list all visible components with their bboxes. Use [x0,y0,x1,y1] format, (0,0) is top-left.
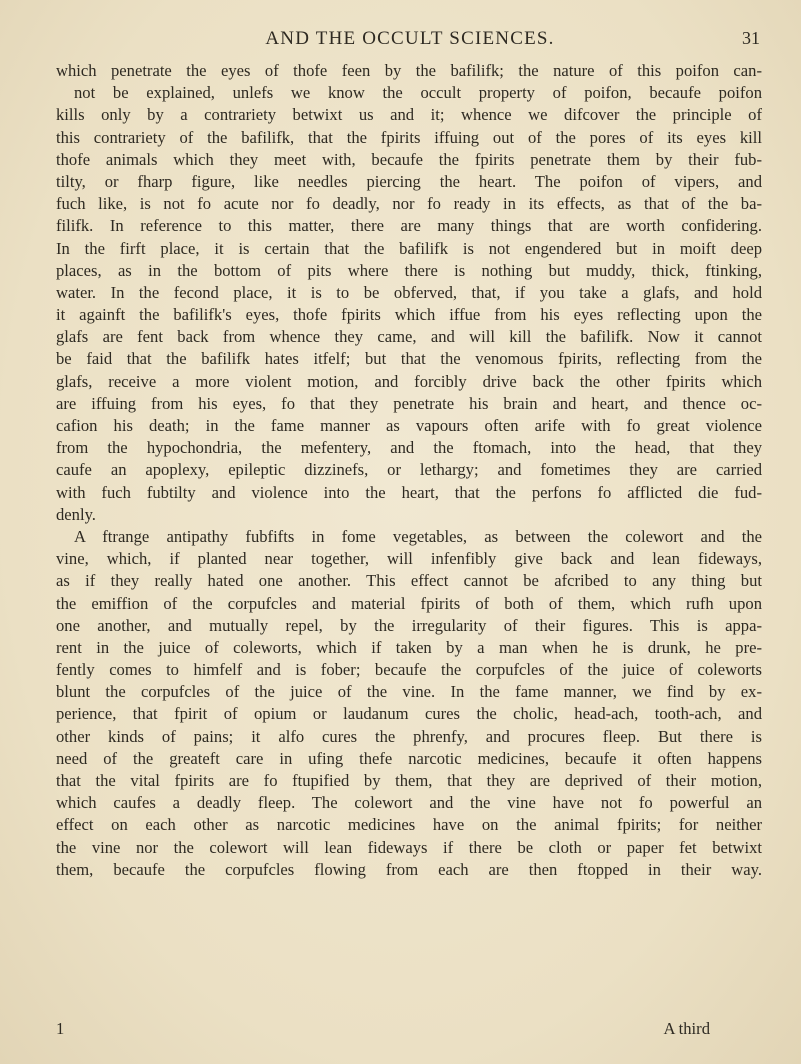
text-line: tilty, or fharp figure, like needles piercing the heart. The poifon of vipers, and [56,171,762,191]
text-line: other kinds of pains; it alfo cures the phrenfy, and procures fleep. But there is [56,726,762,746]
page-number: 31 [742,28,760,48]
text-line: glafs are fent back from whence they came, and will kill the bafilifk. Now it cannot [56,327,762,347]
text-line: glafs, receive a more violent motion, and forcibly drive back the other fpirits which [56,371,762,391]
text-line: kills only by a contrariety betwixt us and it; whence we difcover the principle of [56,105,762,125]
catchword: A third [663,1019,710,1038]
text-line: caufe an apoplexy, epileptic dizzinefs, or lethargy; and fometimes they are carried [56,460,762,480]
text-line: fuch like, is not fo acute nor fo deadly, nor fo ready in its effects, as that of the ba- [56,194,762,214]
text-line: with fuch fubtilty and violence into the heart, that the perfons fo afflicted die fud- [56,482,762,502]
text-line: need of the greateft care in ufing thefe narcotic medicines, becaufe it often happens [56,748,762,768]
text-line: vine, which, if planted near together, will infenfibly give back and lean fideways, [56,549,762,569]
text-line: A ftrange antipathy fubfifts in fome vegetables, as between the colewort and the [74,526,762,546]
text-line: water. In the fecond place, it is to be obferved, that, if you take a glafs, and hold [56,282,762,302]
text-line: cafion his death; in the fame manner as vapours often arife with fo great violence [56,416,762,435]
text-line: from the hypochondria, the mefentery, and the ftomach, into the head, that they [56,438,762,458]
text-line: that the vital fpirits are fo ftupified by them, that they are deprived of their motion, [56,771,762,790]
body-text [56,60,762,881]
text-line: perience, that fpirit of opium or laudanum cures the cholic, head-ach, tooth-ach, and [56,704,762,724]
text-line: blunt the corpufcles of the juice of the vine. In the fame manner, we find by ex- [56,682,762,702]
text-line: thofe animals which they meet with, becaufe the fpirits penetrate them by their fub- [56,149,762,169]
text-line: denly. [56,504,96,524]
text-line: not be explained, unlefs we know the occult property of poifon, becaufe poifon [74,83,762,103]
text-line: fently comes to himfelf and is fober; becaufe the corpufcles of the juice of coleworts [56,660,762,680]
text-line: the emiffion of the corpufcles and material fpirits of both of them, which rufh upon [56,593,762,613]
text-line: filifk. In reference to this matter, there are many things that are worth confidering. [56,216,762,236]
text-line: it againft the bafilifk's eyes, thofe fpirits which iffue from his eyes reflecting upon the [56,305,762,325]
text-line: which penetrate the eyes of thofe feen by the bafilifk; the nature of this poifon can- [56,61,762,80]
signature-mark: 1 [56,1019,65,1038]
text-line: one another, and mutually repel, by the irregularity of their figures. This is appa- [56,615,762,635]
text-line: rent in the juice of coleworts, which if taken by a man when he is drunk, he pre- [56,637,762,657]
running-head: AND THE OCCULT SCIENCES. [265,28,555,49]
text-line: places, as in the bottom of pits where there is nothing but muddy, thick, ftinking, [56,260,762,280]
page-header [60,20,760,54]
text-line: be faid that the bafilifk hates itfelf; but that the venomous fpirits, reflecting from the [56,349,762,369]
text-line: effect on each other as narcotic medicines have on the animal fpirits; for neither [56,815,762,835]
text-line: them, becaufe the corpufcles flowing from each are then ftopped in their way. [56,859,762,879]
text-line: as if they really hated one another. This effect cannot be afcribed to any thing but [56,571,762,591]
text-line: the vine nor the colewort will lean fideways if there be cloth or paper fet betwixt [56,837,762,857]
page-footer [56,1018,762,1040]
text-line: In the firft place, it is certain that the bafilifk is not engendered but in moift deep [56,238,762,258]
text-line: which caufes a deadly fleep. The colewort and the vine have not fo powerful an [56,793,762,813]
text-line: this contrariety of the bafilifk, that the fpirits iffuing out of the pores of its eyes kill [56,127,762,147]
text-line: are iffuing from his eyes, fo that they penetrate his brain and heart, and thence oc- [56,393,762,413]
